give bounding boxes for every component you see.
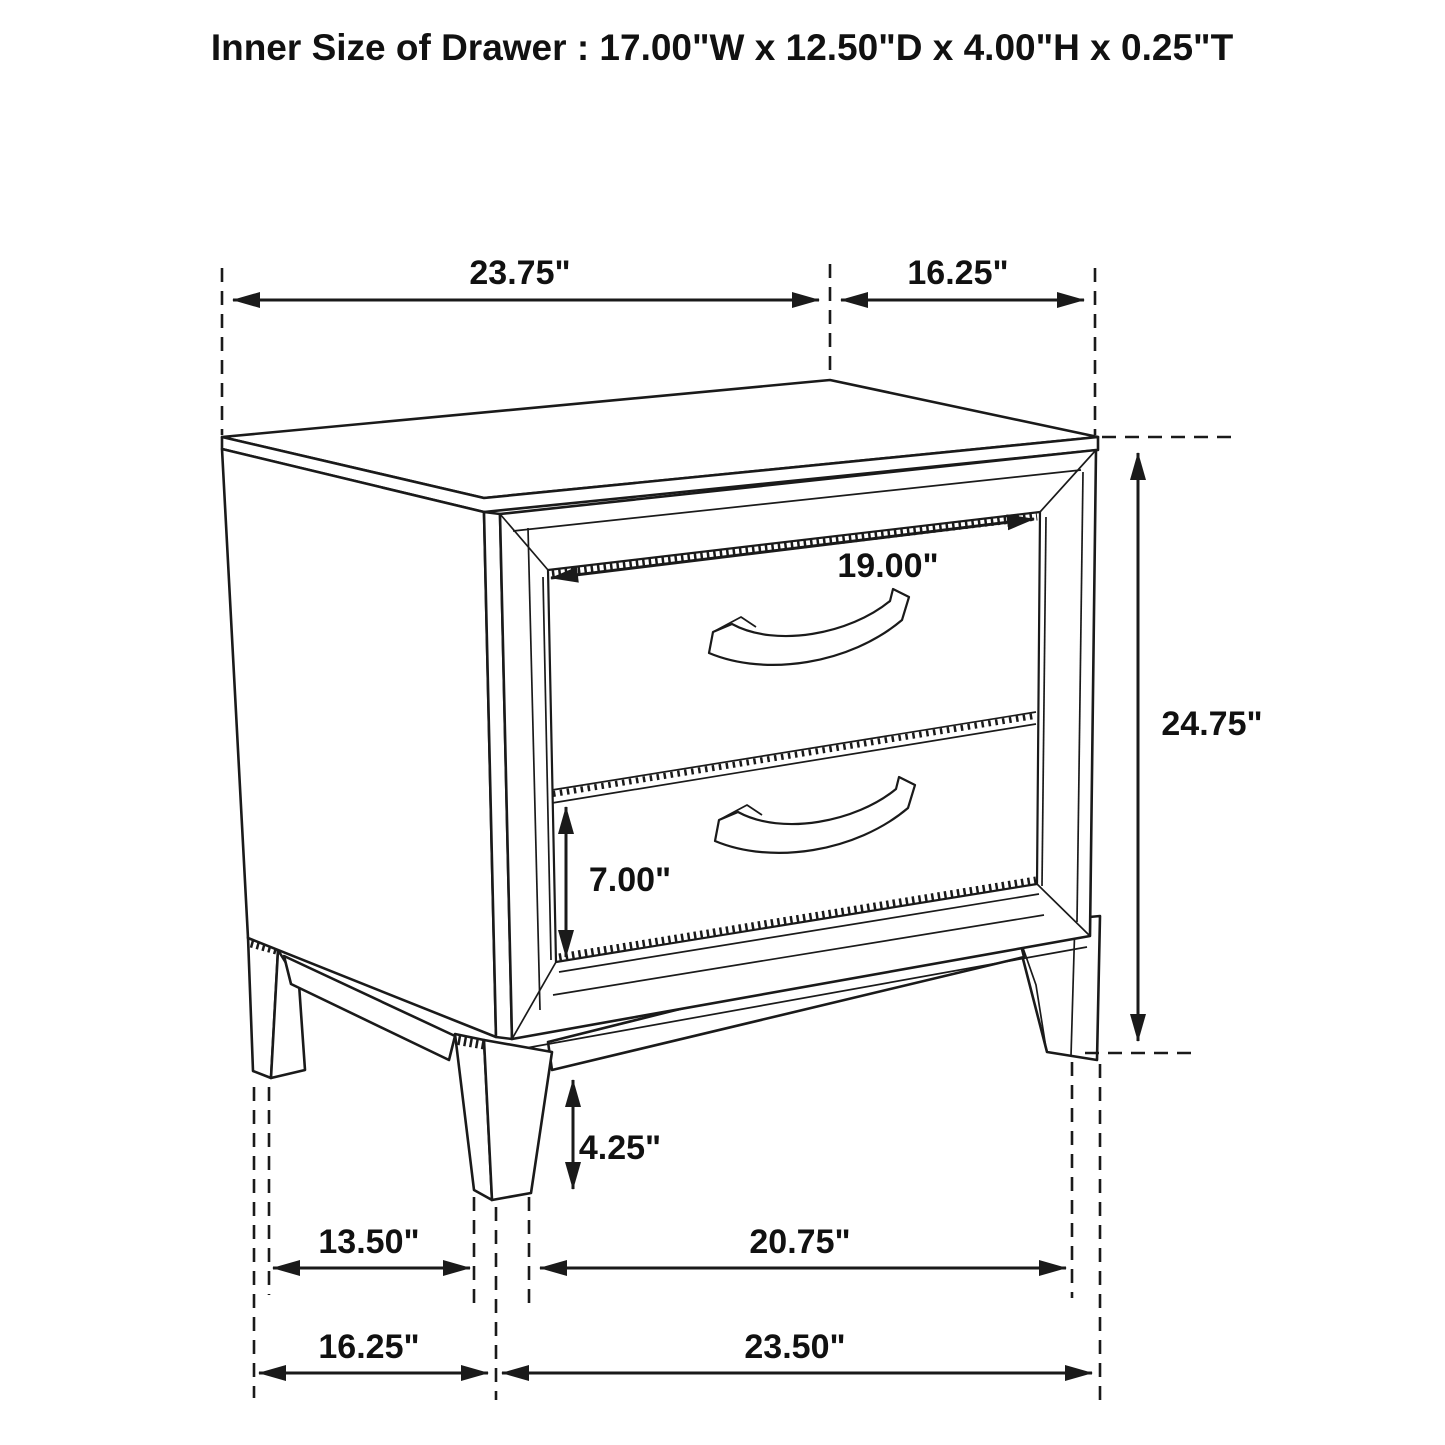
dim-leg-span-side <box>273 1223 470 1268</box>
dim-base-width <box>502 1328 1092 1373</box>
dim-top-depth-label: 16.25" <box>907 254 1009 292</box>
dim-base-depth <box>259 1328 488 1373</box>
dim-overall-height <box>1138 453 1263 1041</box>
dim-overall-height-label: 24.75" <box>1161 705 1263 743</box>
dim-leg-span-front-label: 20.75" <box>749 1223 851 1261</box>
dim-top-depth <box>841 254 1084 300</box>
front-leg <box>455 1034 552 1200</box>
dim-drawer-height-label: 7.00" <box>588 861 672 899</box>
dim-leg-span-front <box>540 1223 1066 1268</box>
dim-leg-span-side-label: 13.50" <box>318 1223 420 1261</box>
dim-leg-height <box>573 1080 661 1189</box>
dim-top-width-label: 23.75" <box>469 254 571 292</box>
nightstand-drawing <box>222 380 1100 1200</box>
dim-leg-height-label: 4.25" <box>578 1129 662 1167</box>
dim-base-depth-label: 16.25" <box>318 1328 420 1366</box>
dim-drawer-width-label: 19.00" <box>837 547 939 585</box>
page-title: Inner Size of Drawer : 17.00"W x 12.50"D x 4.00"H x 0.25"T <box>210 27 1234 68</box>
dim-base-width-label: 23.50" <box>744 1328 846 1366</box>
dim-top-width <box>233 254 819 300</box>
